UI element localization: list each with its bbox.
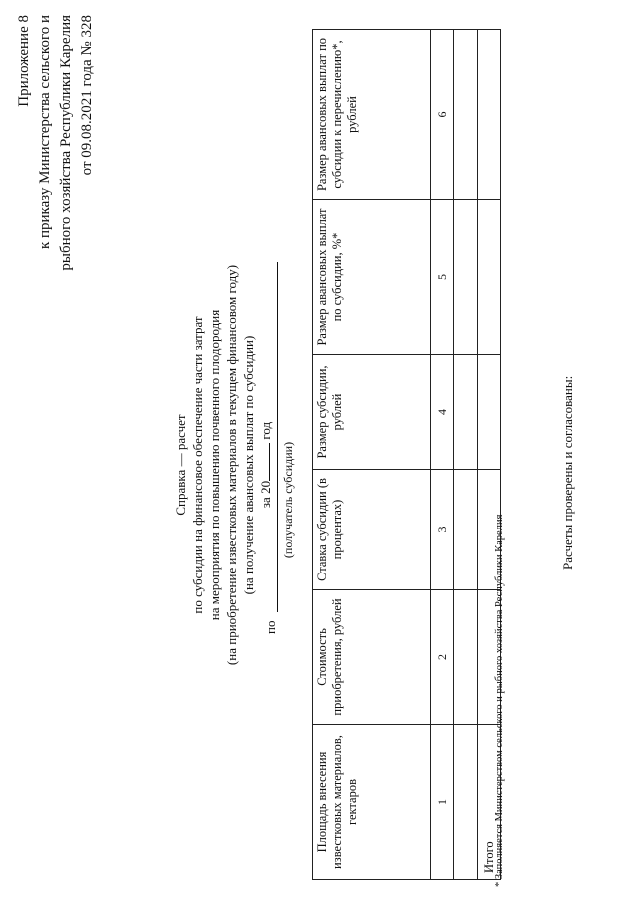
table-cell[interactable] [454, 725, 478, 880]
year-prefix: за 20 [258, 480, 273, 509]
signoff-text: Расчеты проверены и согласованы: [560, 375, 575, 570]
appendix-line-3: рыбного хозяйства Республики Карелия [58, 15, 74, 271]
table-row [454, 30, 478, 880]
header-cost: Стоимость приобретения, рублей [313, 590, 431, 725]
appendix-line-1: Приложение 8 [16, 15, 32, 107]
title-line-5: (на получение авансовых выплат по субсидии) [241, 335, 256, 595]
title-year-line [257, 195, 274, 735]
header-subsidy: Размер субсидии, рублей [313, 355, 431, 470]
calculation-table [312, 29, 501, 880]
column-number: 6 [431, 30, 454, 200]
column-number: 3 [431, 470, 454, 590]
table-number-row [431, 30, 454, 880]
appendix-header [14, 15, 98, 345]
title-line-2: по субсидии на финансовое обеспечение части затрат [190, 316, 205, 614]
total-label: Итого [478, 725, 501, 880]
header-advance-percent: Размер авансовых выплат по субсидии, %* [313, 200, 431, 355]
appendix-line-2: к приказу Министерства сельского и [37, 15, 53, 250]
header-advance-amount: Размер авансовых выплат по субсидии к перечислению*, рублей [313, 30, 431, 200]
recipient-blank-line[interactable] [277, 262, 278, 612]
table-cell[interactable] [454, 30, 478, 200]
appendix-line-4: от 09.08.2021 года № 328 [79, 15, 95, 176]
year-blank[interactable] [258, 443, 270, 481]
year-suffix: год [258, 421, 273, 440]
header-rate: Ставка субсидии (в процентах) [313, 470, 431, 590]
document-title [172, 195, 274, 735]
column-number: 4 [431, 355, 454, 470]
table-cell[interactable] [454, 590, 478, 725]
footnote: * Заполняется Министерством сельского и рыбного хозяйства Республики Карелия [494, 514, 505, 887]
header-area: Площадь внесения известковых материалов, гектаров [313, 725, 431, 880]
title-line-1: Справка — расчет [173, 414, 188, 516]
column-number: 5 [431, 200, 454, 355]
title-line-3: на мероприятия по повышению почвенного плодородия [207, 309, 222, 621]
table-header-row [313, 30, 431, 880]
table-cell[interactable] [454, 470, 478, 590]
recipient-prefix: по [263, 620, 278, 634]
column-number: 2 [431, 590, 454, 725]
table-cell[interactable] [478, 30, 501, 200]
recipient-caption: (получатель субсидии) [281, 441, 295, 559]
column-number: 1 [431, 725, 454, 880]
title-line-4: (на приобретение известковых материалов в текущем финансовом году) [224, 264, 239, 666]
table-cell[interactable] [454, 200, 478, 355]
table-cell[interactable] [454, 355, 478, 470]
